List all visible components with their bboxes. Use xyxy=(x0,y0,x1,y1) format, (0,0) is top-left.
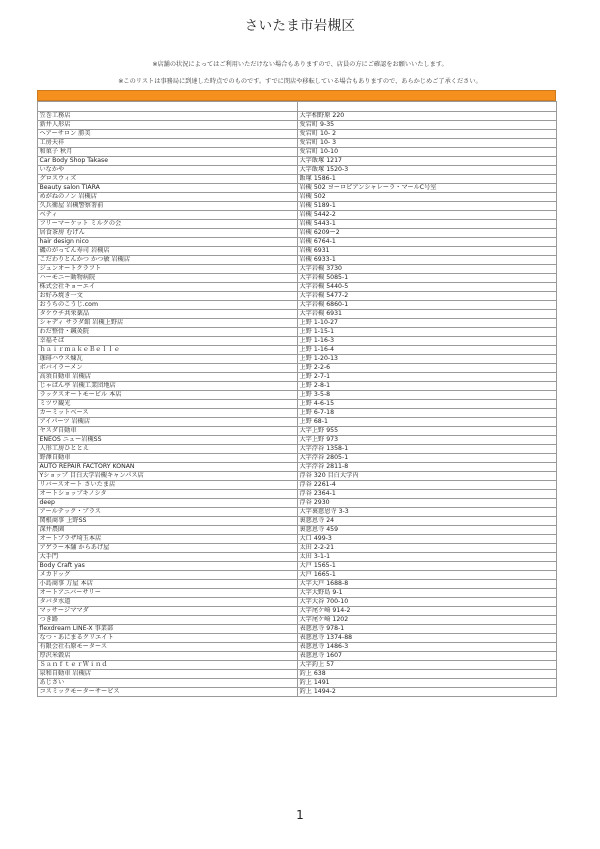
table-row xyxy=(38,562,557,571)
address-cell: 大字飯塚 1217 xyxy=(298,157,557,166)
address-cell: 大戸 1565-1 xyxy=(298,562,557,571)
store-name-cell: deep xyxy=(38,499,298,508)
table-row xyxy=(38,427,557,436)
store-list-table-container xyxy=(37,90,556,697)
store-name-cell: アールテック・プラス xyxy=(38,508,298,517)
table-row xyxy=(38,679,557,688)
table-row xyxy=(38,229,557,238)
table-row xyxy=(38,472,557,481)
store-name-cell: ハーモニー動物病院 xyxy=(38,274,298,283)
table-row xyxy=(38,643,557,652)
table-row xyxy=(38,544,557,553)
table-row xyxy=(38,661,557,670)
address-cell: 愛宕町 10- 2 xyxy=(298,130,557,139)
store-name-cell: 珈琲ハウス煉瓦 xyxy=(38,355,298,364)
store-name-cell: お好み焼き一文 xyxy=(38,292,298,301)
table-row xyxy=(38,166,557,175)
table-row xyxy=(38,463,557,472)
store-name-cell: 幸福そば xyxy=(38,337,298,346)
table-row xyxy=(38,175,557,184)
store-name-cell: 泉和自動車 岩槻店 xyxy=(38,670,298,679)
address-cell: 上野 1-16-4 xyxy=(298,346,557,355)
address-cell: 岩槻 5443-1 xyxy=(298,220,557,229)
address-cell: 裏慈恩寺 459 xyxy=(298,526,557,535)
store-name-cell: 新井人形店 xyxy=(38,121,298,130)
store-name-cell: グロスウィズ xyxy=(38,175,298,184)
address-cell: 上野 4-6-15 xyxy=(298,400,557,409)
store-name-cell: ヤスダ自動車 xyxy=(38,427,298,436)
store-name-cell: ｈａｉｒｍａｋｅＢｅｌｌｅ xyxy=(38,346,298,355)
address-cell: 飯塚 1586-1 xyxy=(298,175,557,184)
address-cell: 釣上 638 xyxy=(298,670,557,679)
table-row xyxy=(38,400,557,409)
address-cell: 上野 2-2-6 xyxy=(298,364,557,373)
address-cell: 上野 68-1 xyxy=(298,418,557,427)
store-name-cell: ラックスオートモービル 本店 xyxy=(38,391,298,400)
table-row xyxy=(38,220,557,229)
address-cell: 浮谷 2261-4 xyxy=(298,481,557,490)
address-cell: 愛宕町 9-35 xyxy=(298,121,557,130)
table-row-blank xyxy=(38,102,557,112)
store-name-cell: 株式会社キョーエイ xyxy=(38,283,298,292)
address-cell: 愛宕町 10-10 xyxy=(298,148,557,157)
table-row xyxy=(38,202,557,211)
table-row xyxy=(38,589,557,598)
address-cell: 大戸 1665-1 xyxy=(298,571,557,580)
address-cell: 浮谷 320 目白大学内 xyxy=(298,472,557,481)
store-name-cell: 工房天祥 xyxy=(38,139,298,148)
store-name-cell: hair design nico xyxy=(38,238,298,247)
store-name-cell: わだ整骨・鍼灸院 xyxy=(38,328,298,337)
table-row xyxy=(38,571,557,580)
store-name-cell: オートアニバーサリー xyxy=(38,589,298,598)
address-cell: 岩槻 6209ー2 xyxy=(298,229,557,238)
table-row xyxy=(38,382,557,391)
table-row xyxy=(38,517,557,526)
store-name-cell: ジュンオートクラフト xyxy=(38,265,298,274)
address-cell: 大字大谷 700-10 xyxy=(298,598,557,607)
store-name-cell: アゲラー本舗 からあげ屋 xyxy=(38,544,298,553)
store-name-cell: 小島商事 万屋 本店 xyxy=(38,580,298,589)
table-row xyxy=(38,634,557,643)
address-cell: 大字飯塚 1520-3 xyxy=(298,166,557,175)
table-row xyxy=(38,481,557,490)
store-name-cell: いなかや xyxy=(38,166,298,175)
address-cell: 大字尾ケ崎 1202 xyxy=(298,616,557,625)
address-cell: 太田 3-1-1 xyxy=(298,553,557,562)
store-name-cell: オートプラザ埼玉本店 xyxy=(38,535,298,544)
store-name-cell: ベティ xyxy=(38,211,298,220)
table-row xyxy=(38,598,557,607)
table-row xyxy=(38,283,557,292)
table-row xyxy=(38,238,557,247)
address-cell: 大字相野原 220 xyxy=(298,112,557,121)
address-cell: 大口 499-3 xyxy=(298,535,557,544)
address-cell: 大字岩槻 5477-2 xyxy=(298,292,557,301)
address-cell: 岩槻 5442-2 xyxy=(298,211,557,220)
address-cell: 上野 1-15-1 xyxy=(298,328,557,337)
address-cell: 大字大戸 1688-8 xyxy=(298,580,557,589)
store-name-cell: タケウチ共栄薬品 xyxy=(38,310,298,319)
table-header-bar xyxy=(37,90,556,101)
address-cell: 釣上 1491 xyxy=(298,679,557,688)
table-row xyxy=(38,580,557,589)
address-cell: 上野 3-5-8 xyxy=(298,391,557,400)
store-name-cell: なつ・あにまるクリエイト xyxy=(38,634,298,643)
address-cell: 上野 6-7-18 xyxy=(298,409,557,418)
table-row xyxy=(38,265,557,274)
store-name-cell: つき路 xyxy=(38,616,298,625)
store-name-cell: Beauty salon TIARA xyxy=(38,184,298,193)
store-name-cell: 高須自動車 岩槻店 xyxy=(38,373,298,382)
table-row xyxy=(38,139,557,148)
address-cell: 岩槻 502 ヨーロピアンシャレーラ・マールC号室 xyxy=(298,184,557,193)
table-row xyxy=(38,652,557,661)
notice-line-1: ※店舗の状況によってはご利用いただけない場合もありますので、店員の方にご確認をお願いいたします。 xyxy=(152,61,448,68)
store-name-cell: Yショップ 目白大学岩槻キャンパス店 xyxy=(38,472,298,481)
address-cell: 岩槻 6931 xyxy=(298,247,557,256)
address-cell: 岩槻 5189-1 xyxy=(298,202,557,211)
address-cell: 表慈恩寺 1486-3 xyxy=(298,643,557,652)
store-name-cell: 大手門 xyxy=(38,553,298,562)
store-name-cell: Body Craft yas xyxy=(38,562,298,571)
table-row xyxy=(38,130,557,139)
table-row xyxy=(38,148,557,157)
table-row xyxy=(38,364,557,373)
table-row xyxy=(38,211,557,220)
table-row xyxy=(38,616,557,625)
table-row xyxy=(38,121,557,130)
table-row xyxy=(38,355,557,364)
address-cell: 大字浮谷 2805-1 xyxy=(298,454,557,463)
store-name-cell: じゃぱん亭 岩槻工業団地店 xyxy=(38,382,298,391)
store-name-cell: ボバイラーメン xyxy=(38,364,298,373)
table-row xyxy=(38,346,557,355)
store-name-cell: 深井農園 xyxy=(38,526,298,535)
table-row xyxy=(38,301,557,310)
address-cell: 大字大野島 9-1 xyxy=(298,589,557,598)
store-name-cell: ＳａｎｆｔｅｒＷｉｎｄ xyxy=(38,661,298,670)
address-cell: 上野 2-7-1 xyxy=(298,373,557,382)
address-cell: 大字岩槻 6860-1 xyxy=(298,301,557,310)
store-name-cell: 関根商事 上野SS xyxy=(38,517,298,526)
address-cell: 岩槻 6933-1 xyxy=(298,256,557,265)
table-row xyxy=(38,499,557,508)
address-cell: 裏慈恩寺 24 xyxy=(298,517,557,526)
address-cell: 大字岩槻 3730 xyxy=(298,265,557,274)
address-cell: 岩槻 6764-1 xyxy=(298,238,557,247)
table-row xyxy=(38,292,557,301)
store-name-cell: めがねのノン 岩槻店 xyxy=(38,193,298,202)
table-row xyxy=(38,445,557,454)
store-name-cell: こだわりとんかつ かつ敏 岩槻店 xyxy=(38,256,298,265)
page-number: 1 xyxy=(296,808,304,822)
store-name-cell: 居食茶房 むげん xyxy=(38,229,298,238)
address-cell: 浮谷 2364-1 xyxy=(298,490,557,499)
store-name-cell: 厚沢米穀店 xyxy=(38,652,298,661)
address-cell: 愛宕町 10- 3 xyxy=(298,139,557,148)
store-list-body xyxy=(38,102,557,697)
address-cell: 岩槻 502 xyxy=(298,193,557,202)
address-cell: 大字釣上 57 xyxy=(298,661,557,670)
table-row xyxy=(38,193,557,202)
address-cell: 大字浮谷 2811-8 xyxy=(298,463,557,472)
store-name-cell: マッサージママダ xyxy=(38,607,298,616)
address-cell: 大字岩槻 5440-5 xyxy=(298,283,557,292)
store-name-cell: 野澤自動車 xyxy=(38,454,298,463)
address-cell: 大字浮谷 1358-1 xyxy=(298,445,557,454)
store-name-cell: タバタ水道 xyxy=(38,598,298,607)
table-row xyxy=(38,418,557,427)
table-row xyxy=(38,310,557,319)
table-row xyxy=(38,553,557,562)
store-name-cell: カーミットベース xyxy=(38,409,298,418)
store-name-cell: フリーマーケット ミルクの会 xyxy=(38,220,298,229)
store-name-cell: ミツワ観光 xyxy=(38,400,298,409)
table-row xyxy=(38,319,557,328)
table-row xyxy=(38,670,557,679)
table-cell-empty xyxy=(38,102,298,112)
store-name-cell: 磯のがってん寿司 岩槻店 xyxy=(38,247,298,256)
table-row xyxy=(38,535,557,544)
table-row xyxy=(38,274,557,283)
address-cell: 大字尾ケ崎 914-2 xyxy=(298,607,557,616)
address-cell: 釣上 1494-2 xyxy=(298,688,557,697)
store-name-cell: 有限会社石原モータース xyxy=(38,643,298,652)
table-row xyxy=(38,373,557,382)
address-cell: 大字岩槻 5085-1 xyxy=(298,274,557,283)
store-name-cell: 人形工房ひととえ xyxy=(38,445,298,454)
store-name-cell: メカドッグ xyxy=(38,571,298,580)
address-cell: 表慈恩寺 978-1 xyxy=(298,625,557,634)
store-name-cell: コスミックモーターサービス xyxy=(38,688,298,697)
address-cell: 上野 1-10-27 xyxy=(298,319,557,328)
address-cell: 大字上野 973 xyxy=(298,436,557,445)
table-row xyxy=(38,256,557,265)
page-title: さいたま市岩槻区 xyxy=(244,18,356,34)
address-cell: 大字裏慈恩寺 3-3 xyxy=(298,508,557,517)
address-cell: 表慈恩寺 1607 xyxy=(298,652,557,661)
address-cell: 太田 2-2-21 xyxy=(298,544,557,553)
address-cell: 上野 1-20-13 xyxy=(298,355,557,364)
table-row xyxy=(38,436,557,445)
store-name-cell: flexdream LINE-X 事業部 xyxy=(38,625,298,634)
store-name-cell: オートショップキノシタ xyxy=(38,490,298,499)
table-row xyxy=(38,184,557,193)
table-row xyxy=(38,337,557,346)
table-row xyxy=(38,157,557,166)
store-name-cell: シャディ サラダ館 岩槻上野店 xyxy=(38,319,298,328)
table-row xyxy=(38,625,557,634)
table-row xyxy=(38,607,557,616)
address-cell: 大字岩槻 6931 xyxy=(298,310,557,319)
store-name-cell: あじさい xyxy=(38,679,298,688)
store-list-table xyxy=(37,101,557,697)
table-row xyxy=(38,409,557,418)
table-row xyxy=(38,247,557,256)
table-row xyxy=(38,490,557,499)
table-row xyxy=(38,526,557,535)
store-name-cell: おうちのこうじ.com xyxy=(38,301,298,310)
store-name-cell: 久兵衛屋 岩槻警察署前 xyxy=(38,202,298,211)
address-cell: 表慈恩寺 1374-88 xyxy=(298,634,557,643)
store-name-cell: アイパーツ 岩槻店 xyxy=(38,418,298,427)
address-cell: 浮谷 2930 xyxy=(298,499,557,508)
store-name-cell: ENEOS ニュー岩槻SS xyxy=(38,436,298,445)
address-cell: 上野 1-16-3 xyxy=(298,337,557,346)
store-name-cell: 笠巻工務店 xyxy=(38,112,298,121)
table-cell-empty xyxy=(298,102,557,112)
notice-line-2: ※このリストは事務局に到達した時点でのものです。すでに閉店や移転している場合もありますので、あらかじめご了承ください。 xyxy=(118,78,482,85)
store-name-cell: ヘアーサロン 勝美 xyxy=(38,130,298,139)
store-name-cell: Car Body Shop Takase xyxy=(38,157,298,166)
address-cell: 上野 2-8-1 xyxy=(298,382,557,391)
store-name-cell: 和菓子 秋月 xyxy=(38,148,298,157)
table-row xyxy=(38,112,557,121)
store-name-cell: AUTO REPAIR FACTORY KONAN xyxy=(38,463,298,472)
table-row xyxy=(38,391,557,400)
table-row xyxy=(38,454,557,463)
table-row xyxy=(38,328,557,337)
store-name-cell: リバースオート さいたま店 xyxy=(38,481,298,490)
table-row xyxy=(38,508,557,517)
address-cell: 大字上野 955 xyxy=(298,427,557,436)
table-row xyxy=(38,688,557,697)
